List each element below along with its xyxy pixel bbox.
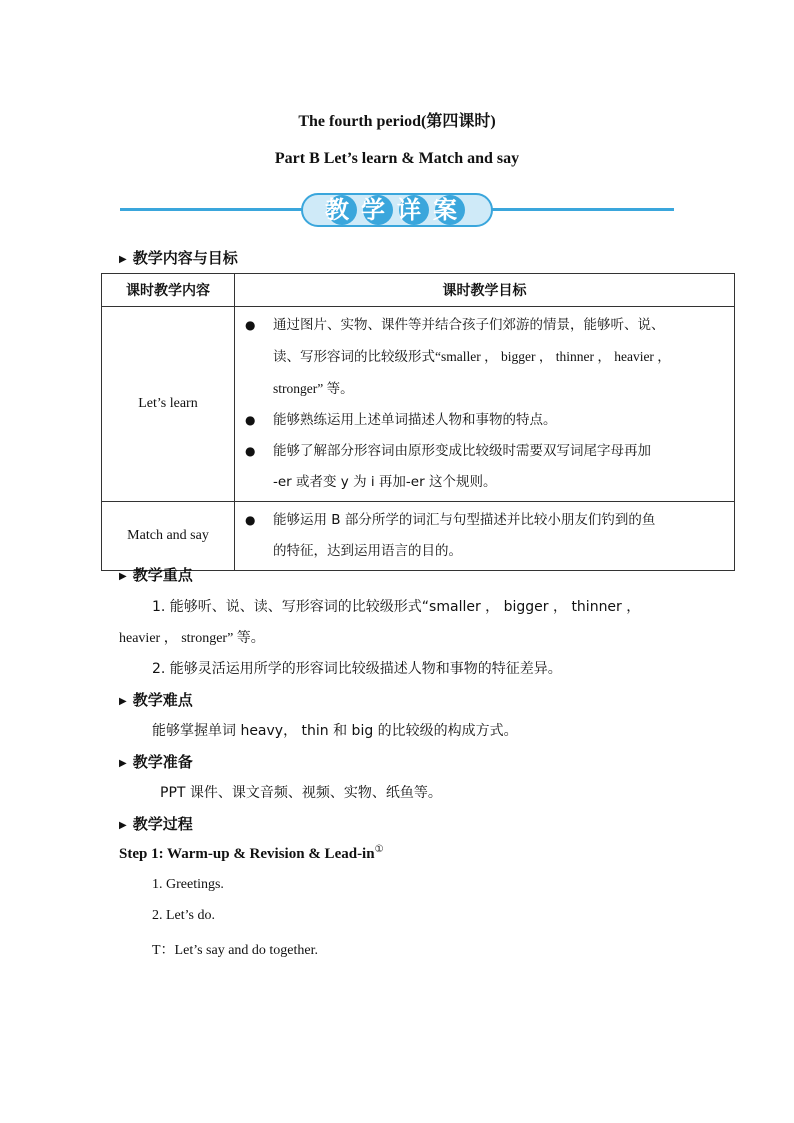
table-cell-content: Match and say (102, 502, 235, 571)
preparation-text: PPT 课件、课文音频、视频、实物、纸鱼等。 (160, 785, 442, 801)
goal-item: ● 能够了解部分形容词由原形变成比较级时需要双写词尾字母再加 -er 或者变 y 为 i 再加-er 这个规则。 (243, 436, 726, 498)
footnote-marker: ① (374, 844, 384, 855)
triangle-bullet-icon: ▶ (119, 571, 127, 582)
table-row (102, 307, 735, 502)
table-header-row (102, 274, 735, 307)
banner-text: 教学详案 (325, 196, 469, 224)
table-cell-goals (235, 502, 735, 571)
table-cell-content: Let’s learn (102, 307, 235, 502)
key-point-1-line2: heavier ， stronger” 等。 (119, 631, 265, 646)
page-subtitle: Part B Let’s learn & Match and say (274, 150, 520, 167)
bullet-dot-icon: ● (245, 513, 256, 527)
section-difficulties: ▶ 教学难点 (119, 691, 193, 709)
triangle-bullet-icon: ▶ (119, 254, 127, 265)
key-point-2: 2. 能够灵活运用所学的形容词比较级描述人物和事物的特征差异。 (152, 661, 562, 677)
banner-rule-right (488, 208, 674, 211)
triangle-bullet-icon: ▶ (119, 820, 127, 831)
bullet-dot-icon: ● (245, 413, 256, 427)
step1-item: T：Let’s say and do together. (152, 943, 319, 958)
section-key-points: ▶ 教学重点 (119, 566, 193, 584)
difficulties-text: 能够掌握单词 heavy， thin 和 big 的比较级的构成方式。 (152, 723, 518, 739)
goal-item: ● 能够运用 B 部分所学的词汇与句型描述并比较小朋友们钓到的鱼 的特征，达到运用语言的目的。 (243, 505, 726, 567)
table-header-goals: 课时教学目标 (235, 274, 735, 307)
table-cell-goals (235, 307, 735, 502)
objectives-table (101, 273, 735, 571)
section-process: ▶ 教学过程 (119, 815, 193, 833)
triangle-bullet-icon: ▶ (119, 696, 127, 707)
goal-item: ● 能够熟练运用上述单词描述人物和事物的特点。 (243, 405, 726, 436)
bullet-dot-icon: ● (245, 444, 256, 458)
page-title: The fourth period(第四课时) (298, 113, 496, 130)
triangle-bullet-icon: ▶ (119, 758, 127, 769)
goal-item: ● 通过图片、实物、课件等并结合孩子们郊游的情景，能够听、说、 读、写形容词的比较级形式“smaller ， bigger ， thinner ， heavier ， stronger” 等。 (243, 310, 726, 405)
section-content-goals: ▶ 教学内容与目标 (119, 249, 238, 267)
step1-title: Step 1: Warm-up & Revision & Lead-in① (119, 844, 384, 862)
step1-item: 2. Let’s do. (152, 908, 215, 923)
key-point-1-line1: 1. 能够听、说、读、写形容词的比较级形式“smaller ， bigger ， thinner ， (152, 599, 641, 615)
banner-rule-left (120, 208, 306, 211)
banner-shape (300, 192, 494, 228)
table-header-content: 课时教学内容 (102, 274, 235, 307)
section-banner (300, 192, 494, 228)
section-preparation: ▶ 教学准备 (119, 753, 193, 771)
bullet-dot-icon: ● (245, 318, 256, 332)
step1-item: 1. Greetings. (152, 877, 224, 892)
table-row (102, 502, 735, 571)
